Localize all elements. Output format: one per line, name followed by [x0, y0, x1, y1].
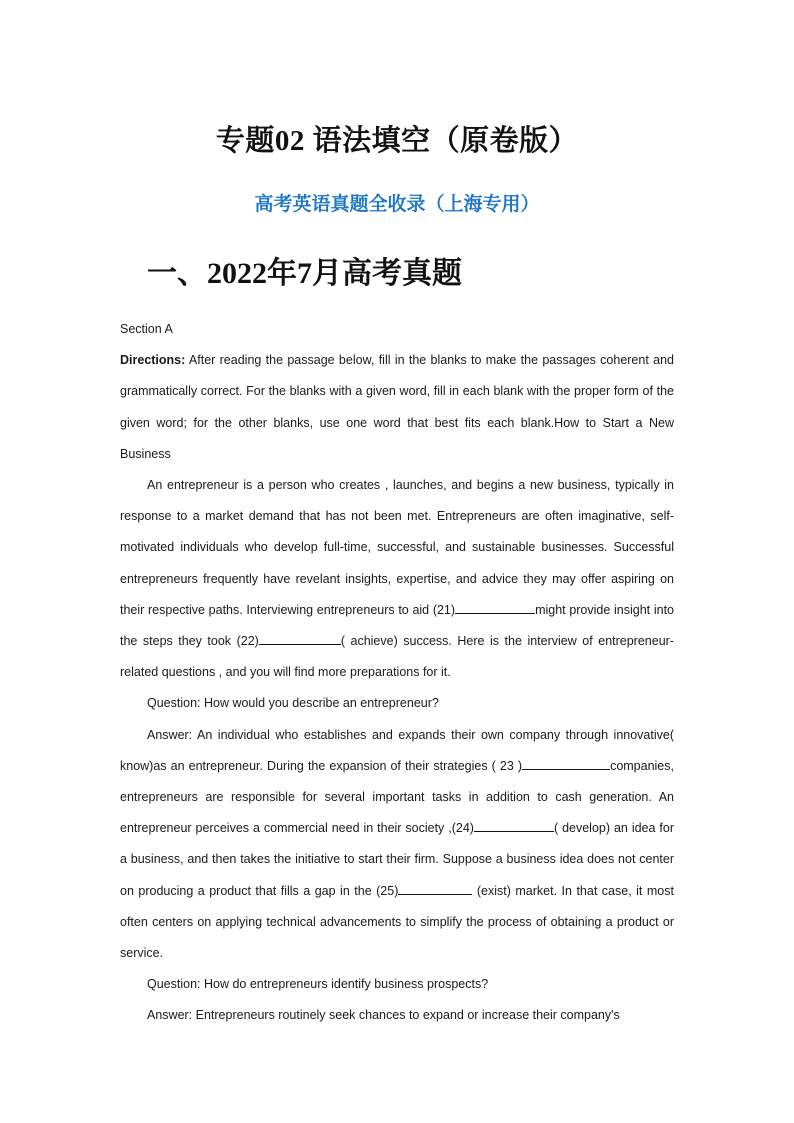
answer-1: [120, 720, 674, 970]
passage-paragraph-1: [120, 470, 674, 688]
passage-body: [120, 314, 674, 1032]
section-label: Section A: [120, 322, 173, 336]
answer-2: Answer: Entrepreneurs routinely seek chances to expand or increase their company's: [147, 1008, 620, 1023]
section-heading: 一、2022年7月高考真题: [147, 257, 462, 290]
directions-paragraph: [120, 345, 674, 470]
blank-25[interactable]: [398, 881, 472, 895]
paragraph-text: might provide insight into the steps they took (22): [120, 602, 674, 649]
directions-text: After reading the passage below, fill in the blanks to make the passages coherent and grammatically correct. For the blanks with a given word, fill in each blank with the proper form of the given word; for the other blanks, use one word that best fits each blank.How to Start a New Business: [120, 353, 674, 461]
paragraph-text: (exist) market. In that case, it most often centers on applying technical advancements to simplify the process of obtaining a product or service.: [120, 883, 674, 961]
page-title: 专题02 语法填空（原卷版）: [215, 125, 579, 157]
directions-label: Directions:: [120, 353, 186, 368]
paragraph-text: ( achieve) success. Here is the interview of entrepreneur-related questions , and you will find more preparations for it.: [120, 634, 674, 680]
blank-23[interactable]: [522, 756, 610, 770]
question-2: Question: How do entrepreneurs identify business prospects?: [147, 977, 489, 992]
question-1: Question: How would you describe an entrepreneur?: [147, 696, 439, 711]
blank-24[interactable]: [474, 818, 554, 832]
blank-22[interactable]: [259, 631, 341, 645]
paragraph-text: ( develop) an idea for a business, and then takes the initiative to start their firm. Suppose a business idea does not center on producing a product that fills a gap in the (25): [120, 821, 674, 898]
page-subtitle: 高考英语真题全收录（上海专用）: [254, 193, 540, 215]
paragraph-text: An entrepreneur is a person who creates , launches, and begins a new business, typically in response to a market demand that has not been met. Entrepreneurs are often imaginative, self-motivated individuals who develop full-time, successful, and sustainable businesses. Successful entrepreneurs frequently have revelant insights, expertise, and advice they may offer aspiring on their respective paths. Interviewing entrepreneurs to aid (21): [120, 478, 674, 617]
paragraph-text: companies, entrepreneurs are responsible for several important tasks in addition to cash generation. An entrepreneur perceives a commercial need in their society ,(24): [120, 758, 674, 836]
blank-21[interactable]: [455, 600, 535, 614]
paragraph-text: Answer: An individual who establishes and expands their own company through innovative( know)as an entrepreneur. During the expansion of their strategies ( 23 ): [120, 727, 674, 773]
